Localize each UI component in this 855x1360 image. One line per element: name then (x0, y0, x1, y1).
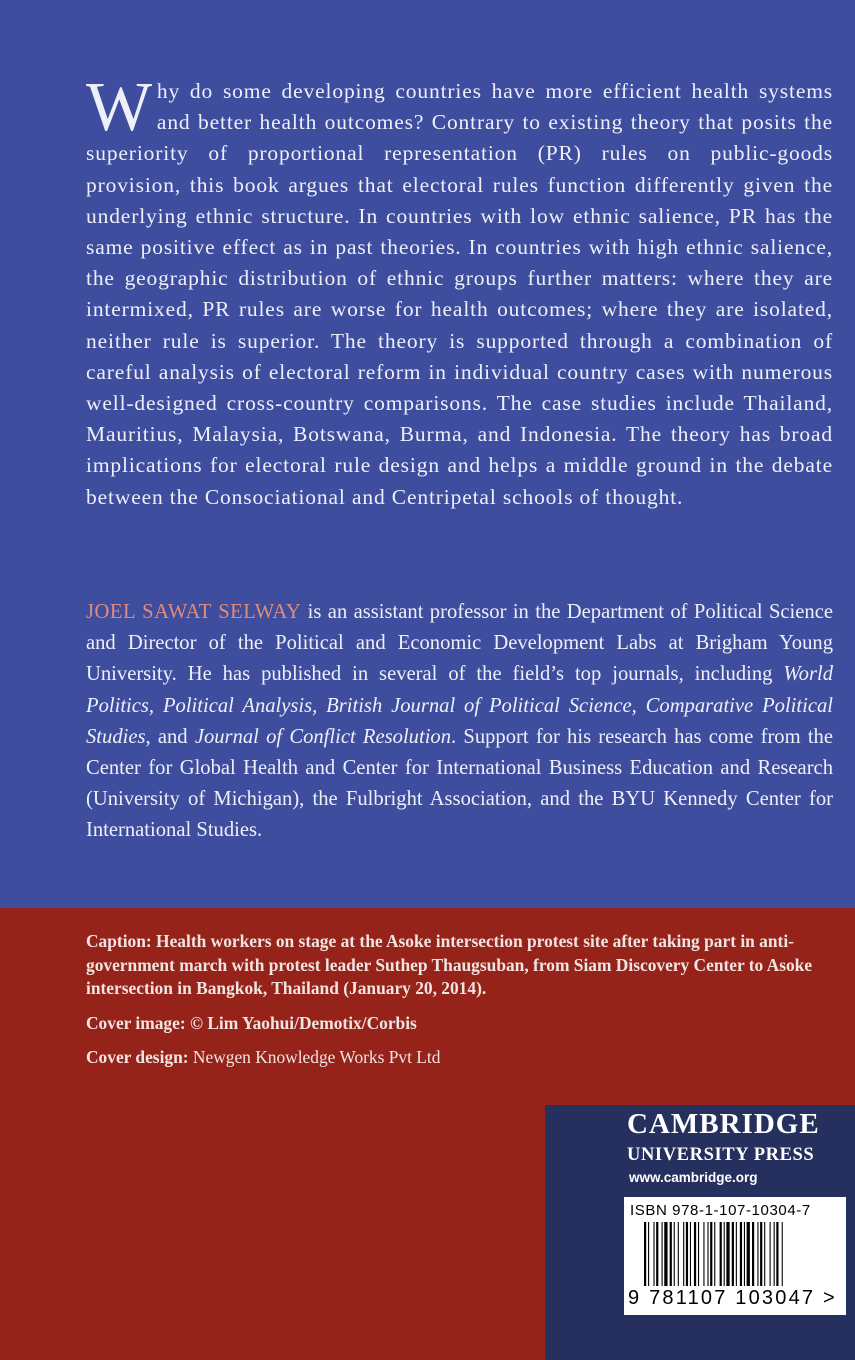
bio-text-3: . Support for his research has come from the Center for Global Health and Center for International Business Education and Research (University of Michigan), the Fulbright Association, and the BYU Kennedy Center for International Studies. (86, 725, 833, 842)
bio-text-2: , and (145, 725, 195, 748)
publisher-press-label: UNIVERSITY PRESS (627, 1145, 815, 1165)
barcode-bars (644, 1222, 834, 1286)
bio-journals-1: World Politics, Political Analysis, British Journal of Political Science, Comparative Political Studies (86, 663, 833, 748)
photo-caption: Caption: Health workers on stage at the Asoke intersection protest site after taking part in anti-government march with protest leader Suthep Thaugsuban, from Siam Discovery Center to Asoke intersection in Bangkok, Thailand (January 20, 2014). (86, 931, 813, 998)
cover-credits (86, 930, 833, 1081)
ean-digits: 9 781107 103047 > (628, 1287, 837, 1309)
author-bio (86, 597, 833, 847)
cover-image-credit: Cover image: © Lim Yaohui/Demotix/Corbis (86, 1012, 417, 1033)
bio-text-1: is an assistant professor in the Department of Political Science and Director of the Political and Economic Development Labs at Brigham Young University. He has published in several of the field’s top journals, including (86, 601, 833, 686)
author-name: JOEL SAWAT SELWAY (86, 601, 302, 623)
isbn-text: ISBN 978-1-107-10304-7 (630, 1202, 811, 1219)
blurb-text: hy do some developing countries have more efficient health systems and better health outcomes? Contrary to existing theory that posits the superiority of proportional representation (PR) rules on public-goods provision, this book argues that electoral rules function differently given the underlying ethnic structure. In countries with low ethnic salience, PR has the same positive effect as in past theories. In countries with high ethnic salience, the geographic distribution of ethnic groups further matters: where they are intermixed, PR rules are worse for health outcomes; where they are isolated, neither rule is superior. The theory is supported through a combination of careful analysis of electoral reform in individual country cases with numerous well-designed cross-country comparisons. The case studies include Thailand, Mauritius, Malaysia, Botswana, Burma, and Indonesia. The theory has broad implications for electoral rule design and helps a middle ground in the debate between the Consociational and Centripetal schools of thought. (86, 79, 833, 509)
bio-journals-2: Journal of Conflict Resolution (194, 725, 452, 748)
cover-design-label: Cover design: (86, 1047, 189, 1067)
book-blurb (86, 69, 833, 513)
publisher-website: www.cambridge.org (629, 1170, 758, 1185)
drop-cap: W (86, 69, 153, 146)
cover-design-value: Newgen Knowledge Works Pvt Ltd (188, 1047, 441, 1067)
publisher-logo-name: CAMBRIDGE (627, 1108, 820, 1140)
